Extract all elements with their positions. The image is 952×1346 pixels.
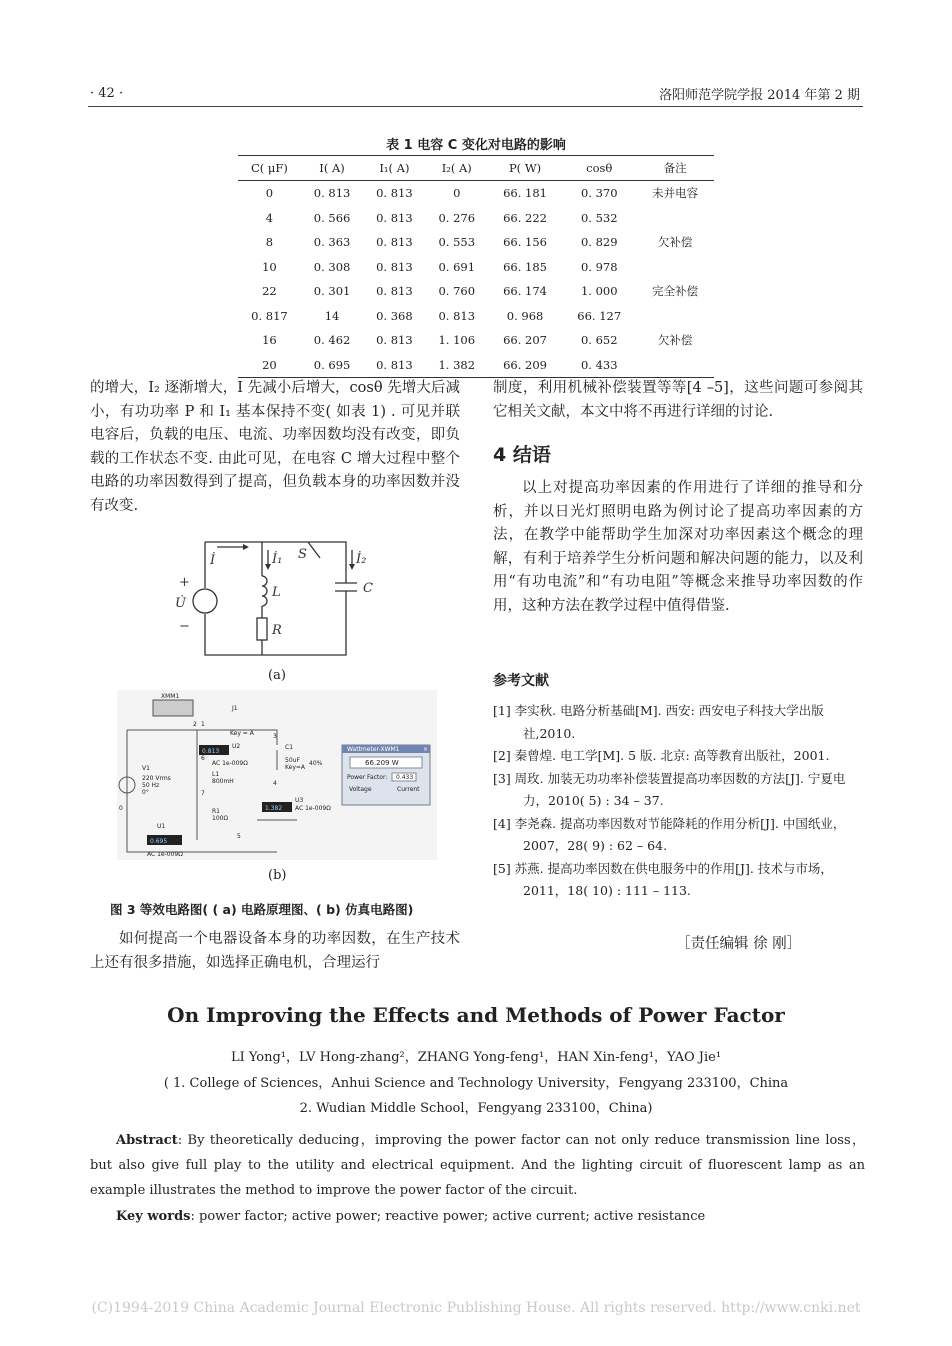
reference-item: [1] 李实秋. 电路分析基础[M]. 西安: 西安电子科技大学出版社,2010.: [493, 703, 824, 741]
table-cell: 未并电容: [652, 186, 699, 201]
references-list: [493, 700, 863, 903]
table-cell: 0. 760: [438, 284, 476, 299]
node-label: 1: [201, 721, 205, 728]
pf-label: Power Factor:: [347, 774, 388, 781]
u2-label: U2: [232, 743, 241, 750]
fig-b-label: (b): [268, 868, 287, 883]
j1-label: J1: [232, 705, 238, 712]
page-number: · 42 ·: [90, 86, 124, 101]
u1-spec: AC 1e-009Ω: [147, 851, 183, 858]
left-column-para2: 如何提高一个电器设备本身的功率因数，在生产技术上还有很多措施，如选择正确电机，合理运行: [90, 931, 460, 971]
r1-spec: 100Ω: [212, 815, 229, 822]
table-cell: 0. 652: [580, 333, 618, 348]
l1-label: L1: [212, 771, 220, 778]
table-cell: 0. 301: [313, 284, 351, 299]
header-rule: [88, 106, 863, 107]
table-body: [238, 181, 714, 378]
table-cell: 66. 209: [488, 353, 562, 378]
close-icon: ×: [423, 746, 429, 753]
table-cell: 66. 181: [503, 186, 547, 201]
table-cell: 0. 276: [438, 210, 476, 225]
abstract-text: : By theoretically deducing，improving the power factor can not only reduce transmission line loss，but also give full play to the utility and electrical equipment. And the lighting circuit of fluorescent lamp as an example illustrates the method to improve the power factor of the circuit.: [90, 1133, 865, 1198]
v1-spec3: 0°: [142, 789, 149, 796]
label-r: R: [272, 623, 282, 638]
table-cell: 欠补偿: [657, 333, 693, 348]
node-label: 5: [237, 833, 241, 840]
node-label: 4: [273, 780, 277, 787]
node-label: 3: [273, 733, 277, 740]
table-row: [238, 328, 714, 353]
table-cell: 0. 813: [363, 353, 425, 378]
english-authors: LI Yong¹，LV Hong-zhang²，ZHANG Yong-feng¹，HAN Xin-feng¹，YAO Jie¹: [230, 1050, 722, 1065]
table-cell: 1. 000: [580, 284, 618, 299]
switch: [308, 542, 320, 558]
pf-value: 0.433: [396, 774, 414, 781]
c1-spec2: Key=A: [285, 764, 306, 771]
inductor: [262, 576, 267, 606]
node-label: 6: [201, 755, 205, 762]
label-s: S: [298, 547, 307, 562]
label-plus: +: [179, 575, 190, 590]
label-l: L: [272, 585, 281, 600]
label-u: U̇: [175, 596, 186, 611]
col-header: I₂( A): [426, 156, 488, 181]
table-row: [238, 230, 714, 255]
table-cell: 0. 813: [376, 333, 413, 348]
table-cell: 0. 695: [301, 353, 363, 378]
table-row: [238, 279, 714, 304]
table-cell: 0. 566: [313, 210, 351, 225]
col-header: P( W): [488, 156, 562, 181]
u3-spec: AC 1e-009Ω: [295, 805, 331, 812]
table-cell: 0. 978: [580, 259, 618, 274]
v1-label: V1: [142, 765, 150, 772]
table-cell: 0. 829: [580, 235, 618, 250]
table-cell: 0. 553: [438, 235, 476, 250]
node-label: 7: [201, 790, 205, 797]
col-header: I₁( A): [363, 156, 425, 181]
table-cell: 欠补偿: [657, 235, 693, 250]
c1-spec1: 50uF: [285, 757, 300, 764]
table-cell: 66. 174: [503, 284, 547, 299]
table-cell: 0. 813: [438, 308, 476, 323]
r1-label: R1: [212, 808, 220, 815]
table-cell: 0. 368: [376, 308, 413, 323]
current-label: Current: [397, 786, 420, 793]
label-c: C: [363, 581, 373, 596]
table-cell: 22: [262, 284, 277, 299]
voltage-label: Voltage: [349, 786, 372, 793]
label-i2: İ₂: [356, 552, 367, 567]
journal-header: 洛阳师范学院学报 2014 年第 2 期: [659, 88, 860, 103]
table-cell: [636, 353, 714, 378]
table-cell: 66. 156: [503, 235, 547, 250]
section-title: 4 结语: [493, 444, 551, 466]
table-cell: [636, 304, 714, 329]
table-cell: 0. 817: [251, 308, 288, 323]
col-header: C( μF): [238, 156, 301, 181]
table-cell: 0. 532: [580, 210, 618, 225]
figure-caption: 图 3 等效电路图( ( a) 电路原理图、( b) 仿真电路图): [110, 902, 414, 917]
capacitor: [335, 583, 357, 591]
table-cell: 0. 813: [376, 284, 413, 299]
table-cell: 0: [453, 186, 461, 201]
key-label: Key = A: [230, 730, 254, 737]
c1-pct: 40%: [309, 760, 323, 767]
table-row: [238, 353, 714, 378]
table-cell: [636, 206, 714, 231]
table-cell: 0. 462: [313, 333, 351, 348]
u2-spec: AC 1e-009Ω: [212, 760, 248, 767]
v1-spec2: 50 Hz: [142, 782, 160, 789]
table-cell: 20: [238, 353, 301, 378]
references-title: 参考文献: [493, 673, 549, 689]
english-keywords: [90, 1204, 865, 1229]
table-cell: 66. 207: [503, 333, 547, 348]
u2-value: 0.813: [202, 748, 220, 755]
table-cell: 0. 308: [313, 259, 351, 274]
keywords-text: : power factor; active power; reactive power; active current; active resistance: [190, 1209, 706, 1224]
table-cell: 1. 106: [438, 333, 476, 348]
table-row: [238, 206, 714, 231]
table-cell: 10: [262, 259, 277, 274]
node-label: 0: [119, 805, 123, 812]
english-affiliation-2: 2. Wudian Middle School，Fengyang 233100，China): [299, 1101, 653, 1116]
label-i1: İ₁: [272, 552, 283, 567]
reference-item: [3] 周玫. 加装无功功率补偿装置提高功率因数的方法[J]. 宁夏电力，2010( 5) : 34 – 37.: [493, 770, 846, 808]
table-cell: 8: [265, 235, 274, 250]
col-header: I( A): [301, 156, 363, 181]
wattmeter-reading: 66.209 W: [365, 759, 399, 767]
table-row: [238, 255, 714, 280]
table-cell: 4: [265, 210, 274, 225]
table-cell: 66. 222: [503, 210, 547, 225]
table-cell: 0. 968: [506, 308, 544, 323]
table-caption: 表 1 电容 C 变化对电路的影响: [386, 138, 566, 153]
col-header: 备注: [636, 156, 714, 181]
table-header-row: [238, 156, 714, 181]
u1-label: U1: [157, 823, 166, 830]
label-i: İ: [210, 553, 216, 568]
table-cell: [636, 255, 714, 280]
table-cell: 1. 382: [426, 353, 488, 378]
multimeter-icon: [153, 700, 193, 716]
editor-note: ［责任编辑 徐 刚］: [676, 936, 802, 952]
u1-value: 0.695: [150, 838, 168, 845]
circuit-diagram-a: [165, 530, 395, 690]
table-cell: 16: [262, 333, 277, 348]
table-cell: 0. 370: [580, 186, 618, 201]
conclusion-text: 以上对提高功率因素的作用进行了详细的推导和分析，并以日光灯照明电路为例讨论了提高功率因素的方法，在教学中能帮助学生加深对功率因素这个概念的理解，有利于培养学生分析问题和解决问题的能力，以及利用“有功电流”和“有功电阻”等概念来推导功率因数的作用，这种方法在教学过程中值得借鉴.: [493, 480, 863, 614]
table-cell: 0. 813: [376, 186, 413, 201]
keywords-label: Key words: [116, 1209, 191, 1224]
u3-label: U3: [295, 797, 304, 804]
xmm-label: XMM1: [161, 693, 180, 700]
table-cell: 0. 813: [376, 210, 413, 225]
l1-spec: 800mH: [212, 778, 234, 785]
col-header: cosθ: [562, 156, 636, 181]
table-cell: 0: [265, 186, 274, 201]
label-minus: −: [179, 619, 190, 634]
table-row: [238, 181, 714, 206]
simulation-circuit-b: [117, 690, 437, 860]
table-cell: 完全补偿: [652, 284, 699, 299]
table-cell: 0. 813: [376, 259, 413, 274]
english-affiliation-1: ( 1. College of Sciences，Anhui Science and Technology University，Fengyang 233100，China: [163, 1076, 789, 1091]
c1-label: C1: [285, 744, 294, 751]
table-cell: 0. 363: [313, 235, 351, 250]
english-title: On Improving the Effects and Methods of Power Factor: [167, 1003, 785, 1027]
resistor: [257, 618, 267, 640]
table-cell: 0. 691: [438, 259, 476, 274]
data-table: [238, 155, 714, 378]
u3-value: 1.382: [265, 805, 283, 812]
voltage-source: [193, 589, 217, 613]
table-cell: 0. 813: [313, 186, 351, 201]
node-label: 2: [193, 721, 197, 728]
english-abstract: [90, 1128, 865, 1203]
table-cell: 66. 185: [503, 259, 547, 274]
copyright-footer: (C)1994-2019 China Academic Journal Electronic Publishing House. All rights reserved. http://www.cnki.net: [91, 1300, 861, 1316]
fig-a-label: (a): [268, 668, 286, 683]
wattmeter-title: Wattmeter-XWM1: [347, 746, 400, 753]
v1-spec1: 220 Vrms: [142, 775, 171, 782]
table-cell: 0. 433: [562, 353, 636, 378]
table-cell: 0. 813: [376, 235, 413, 250]
left-column-text: 的增大，I₂ 逐渐增大，I 先减小后增大，cosθ 先增大后减小，有功功率 P 和 I₁ 基本保持不变( 如表 1) . 可见并联电容后，负载的电压、电流、功率因数均没有改变，即负载的工作状态不变. 由此可见，在电容 C 增大过程中整个电路的功率因数得到了提高，但负载本身的功率因数并没有改变.: [90, 380, 460, 514]
reference-item: [5] 苏燕. 提高功率因数在供电服务中的作用[J]. 技术与市场，2011，18( 10) : 111 – 113.: [493, 860, 833, 898]
reference-item: [2] 秦曾煌. 电工学[M]. 5 版. 北京: 高等教育出版社，2001.: [493, 748, 830, 763]
abstract-label: Abstract: [116, 1133, 178, 1148]
right-column-para1: 制度，利用机械补偿装置等等[4 –5]，这些问题可参阅其它相关文献，本文中将不再进行详细的讨论.: [493, 380, 863, 420]
table-cell: 66. 127: [577, 308, 622, 323]
table-row: [238, 304, 714, 329]
table-cell: 14: [324, 308, 340, 323]
reference-item: [4] 李尧森. 提高功率因数对节能降耗的作用分析[J]. 中国纸业，2007，28( 9) : 62 – 64.: [493, 815, 846, 853]
